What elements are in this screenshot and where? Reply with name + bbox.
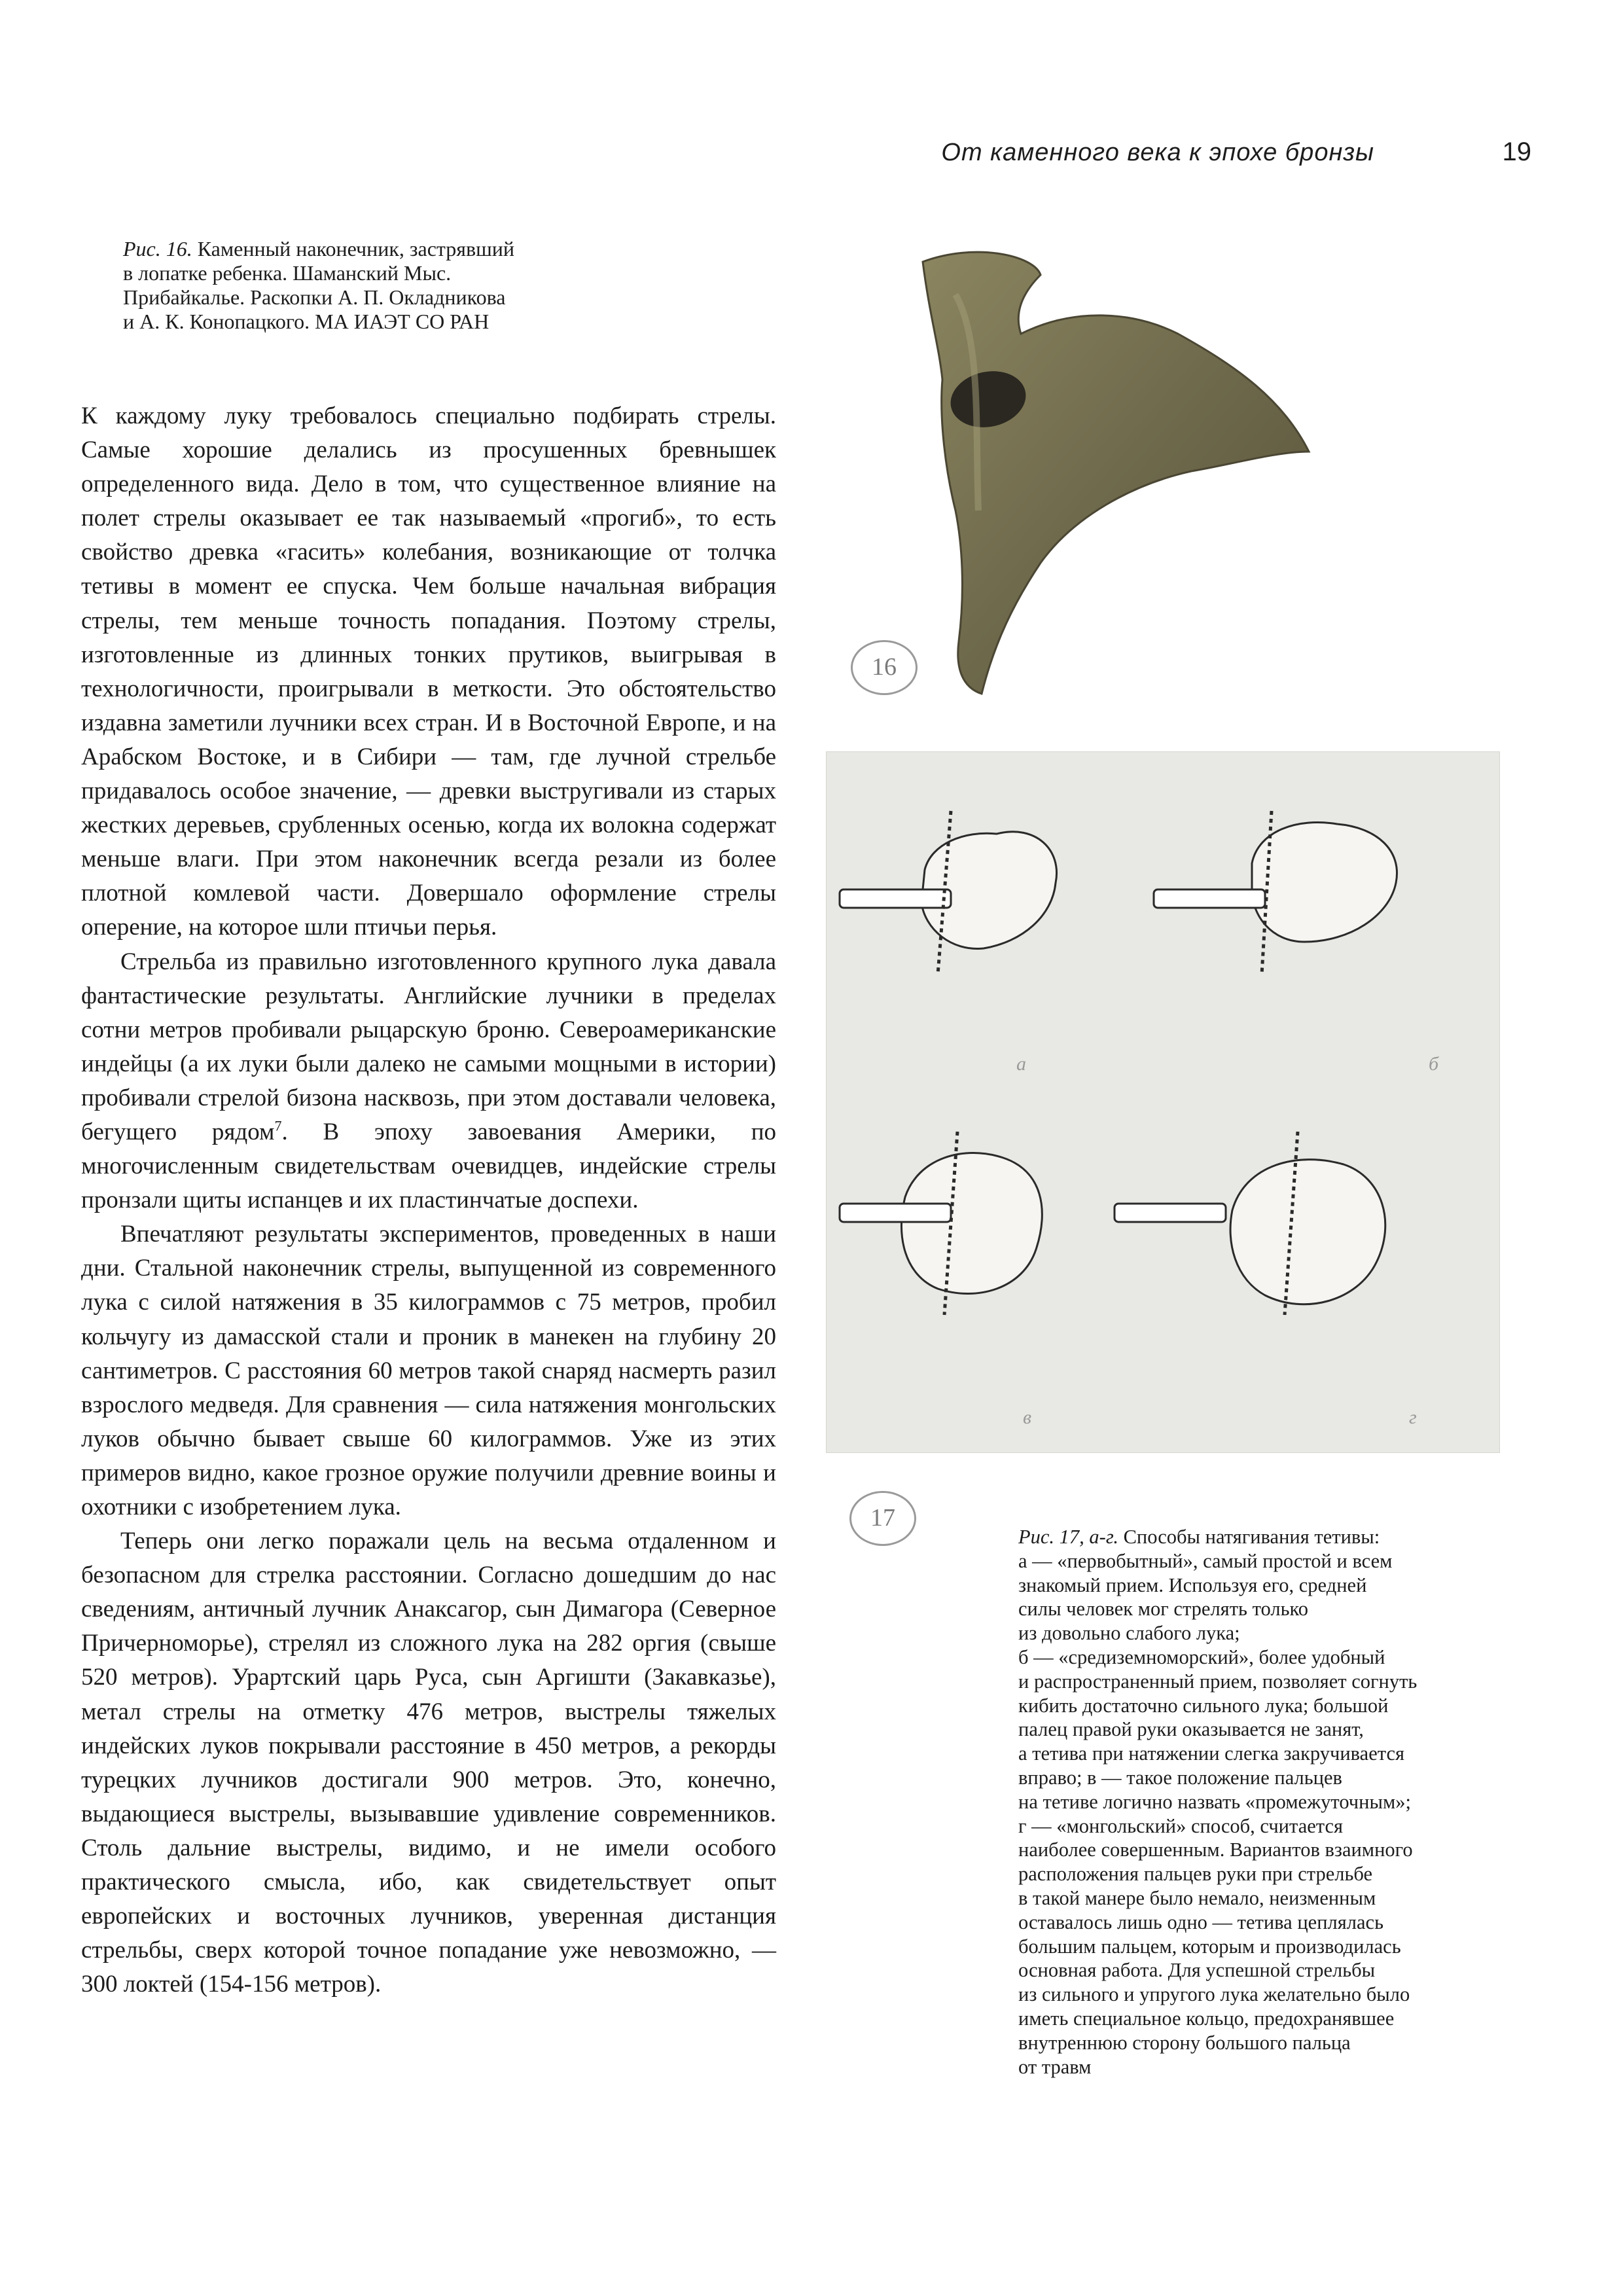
caption-line: вправо; в — такое положение пальцев bbox=[1018, 1766, 1342, 1789]
figure-16-number: 16 bbox=[851, 640, 918, 695]
caption-label: Рис. 17, а-г. bbox=[1018, 1526, 1118, 1548]
caption-line: в такой манере было немало, неизменным bbox=[1018, 1886, 1376, 1909]
caption-line: а тетива при натяжении слегка закручивается bbox=[1018, 1742, 1405, 1765]
hand-a bbox=[840, 811, 1057, 975]
caption-line: а — «первобытный», самый простой и всем bbox=[1018, 1549, 1393, 1572]
caption-line: палец правой руки оказывается не занят, bbox=[1018, 1718, 1364, 1741]
caption-line: и А. К. Конопацкого. МА ИАЭТ СО РАН bbox=[123, 310, 490, 333]
paragraph-text: . В эпоху завоевания Америки, по многочисленным свидетельствам очевидцев, индейские стрелы пронзали щиты испанцев и их пластинчатые доспехи. bbox=[81, 1118, 777, 1214]
caption-line: от травм bbox=[1018, 2055, 1092, 2078]
figure-17-drawing bbox=[826, 751, 1500, 1453]
caption-line: на тетиве логично назвать «промежуточным»; bbox=[1018, 1790, 1411, 1813]
caption-line bbox=[123, 237, 620, 261]
hand-drawings bbox=[827, 752, 1499, 1452]
caption-line: б — «средиземноморский», более удобный bbox=[1018, 1645, 1385, 1668]
caption-line: внутреннюю сторону большого пальца bbox=[1018, 2031, 1351, 2054]
caption-line: иметь специальное кольцо, предохранявшее bbox=[1018, 2007, 1395, 2030]
figure-17-caption bbox=[1018, 1525, 1529, 2079]
caption-line: Прибайкалье. Раскопки А. П. Окладникова bbox=[123, 285, 506, 309]
paragraph-records: Теперь они легко поражали цель на весьма отдаленном и безопасном для стрелка расстоянии. Согласно дошедшим до нас сведениям, античный лучник Анаксагор, сын Димагора (Северное Причерноморье), стрелял из сложного лука на 282 оргия (свыше 520 метров). Урартский царь Руса, сын Аргишти (Закавказье), метал стрелы на отметку 476 метров, выстрелы тяжелых индейских луков покрывали расстояние в 450 метров, а рекорды турецких лучников достигали 900 метров. Это, конечно, выдающиеся выстрелы, вызывавшие удивление современников. Столь дальние выстрелы, видимо, и не имели особого практического смысла, ибо, как свидетельствует опыт европейских и восточных лучников, уверенная дистанция стрельбы, сверх которой точное попадание уже невозможно, — 300 локтей (154-156 метров). bbox=[81, 1528, 776, 1998]
paragraph-text: Стрельба из правильно изготовленного крупного лука давала фантастические результаты. Английские лучники в пределах сотни метров пробивали рыцарскую броню. Североамериканские индейцы (а их луки были далеко не самыми мощными в истории) пробивали стрелой бизона насквозь, при этом доставали человека, бегущего рядом bbox=[81, 948, 776, 1145]
paragraph-arrows: К каждому луку требовалось специально подбирать стрелы. Самые хорошие делались из просушенных бревнышек определенного вида. Дело в том, что существенное влияние на полет стрелы оказывает ее так называемый «прогиб», то есть свойство древка «гасить» колебания, возникающие от толчка тетивы в момент ее спуска. Чем больше начальная вибрация стрелы, тем меньше точность попадания. Поэтому стрелы, изготовленные из длинных тонких прутиков, выигрывая в технологичности, проигрывали в меткости. Это обстоятельство издавна заметили лучники всех стран. И в Восточной Европе, и на Арабском Востоке, и в Сибири — там, где лучной стрельбе придавалось особое значение, — древки выстругивали из старых жестких деревьев, срубленных осенью, когда их волокна содержат меньше влаги. При этом наконечник всегда резали из более плотной комлевой части. Довершало оформление стрелы оперение, на которое шли птичьи перья. bbox=[81, 403, 776, 941]
figure-16-caption bbox=[123, 237, 620, 334]
paragraph-experiments: Впечатляют результаты экспериментов, проведенных в наши дни. Стальной наконечник стрелы, выпущенной из современного лука с силой натяжения в 35 килограммов с 75 метров, пробил кольчугу из дамасской стали и проник в манекен на глубину 20 сантиметров. С расстояния 60 метров такой снаряд насмерть разил взрослого медведя. Для сравнения — сила натяжения монгольских луков обычно бывает свыше 60 килограммов. Уже из этих примеров видно, какое грозное оружие получили древние воины и охотники с изобретением лука. bbox=[81, 1221, 776, 1520]
hand-c bbox=[840, 1132, 1042, 1315]
sub-label-a: а bbox=[1016, 1053, 1026, 1075]
caption-line: в лопатке ребенка. Шаманский Мыс. bbox=[123, 261, 452, 285]
caption-line: кибить достаточно сильного лука; большой bbox=[1018, 1694, 1389, 1717]
footnote-ref: 7 bbox=[274, 1117, 282, 1134]
caption-line: силы человек мог стрелять только bbox=[1018, 1598, 1308, 1621]
caption-line: наиболее совершенным. Вариантов взаимного bbox=[1018, 1839, 1413, 1861]
caption-line: из довольно слабого лука; bbox=[1018, 1622, 1240, 1645]
running-title: От каменного века к эпохе бронзы bbox=[941, 139, 1374, 166]
caption-line: знакомый прием. Используя его, средней bbox=[1018, 1573, 1367, 1596]
bone-photo bbox=[825, 236, 1479, 733]
figure-17-number: 17 bbox=[849, 1491, 916, 1546]
caption-line: из сильного и упругого лука желательно было bbox=[1018, 1983, 1410, 2006]
article-body bbox=[81, 399, 776, 2001]
hand-b bbox=[1154, 811, 1397, 975]
caption-line: большим пальцем, которым и производилась bbox=[1018, 1935, 1401, 1958]
caption-text: Каменный наконечник, застрявший bbox=[192, 237, 515, 260]
sub-label-b: б bbox=[1429, 1053, 1439, 1075]
caption-line: оставалось лишь одно — тетива цеплялась bbox=[1018, 1910, 1383, 1933]
caption-line: г — «монгольский» способ, считается bbox=[1018, 1814, 1344, 1837]
page-number: 19 bbox=[1502, 137, 1531, 166]
sub-label-c: в bbox=[1023, 1407, 1032, 1428]
caption-line bbox=[1018, 1525, 1529, 1549]
caption-label: Рис. 16. bbox=[123, 237, 192, 260]
sub-label-d: г bbox=[1409, 1407, 1417, 1428]
caption-line: расположения пальцев руки при стрельбе bbox=[1018, 1863, 1373, 1886]
caption-line: и распространенный прием, позволяет согнуть bbox=[1018, 1670, 1418, 1693]
paragraph-results bbox=[81, 945, 776, 1218]
hand-d bbox=[1115, 1132, 1385, 1315]
caption-text: Способы натягивания тетивы: bbox=[1118, 1526, 1380, 1548]
caption-line: основная работа. Для успешной стрельбы bbox=[1018, 1959, 1376, 1982]
